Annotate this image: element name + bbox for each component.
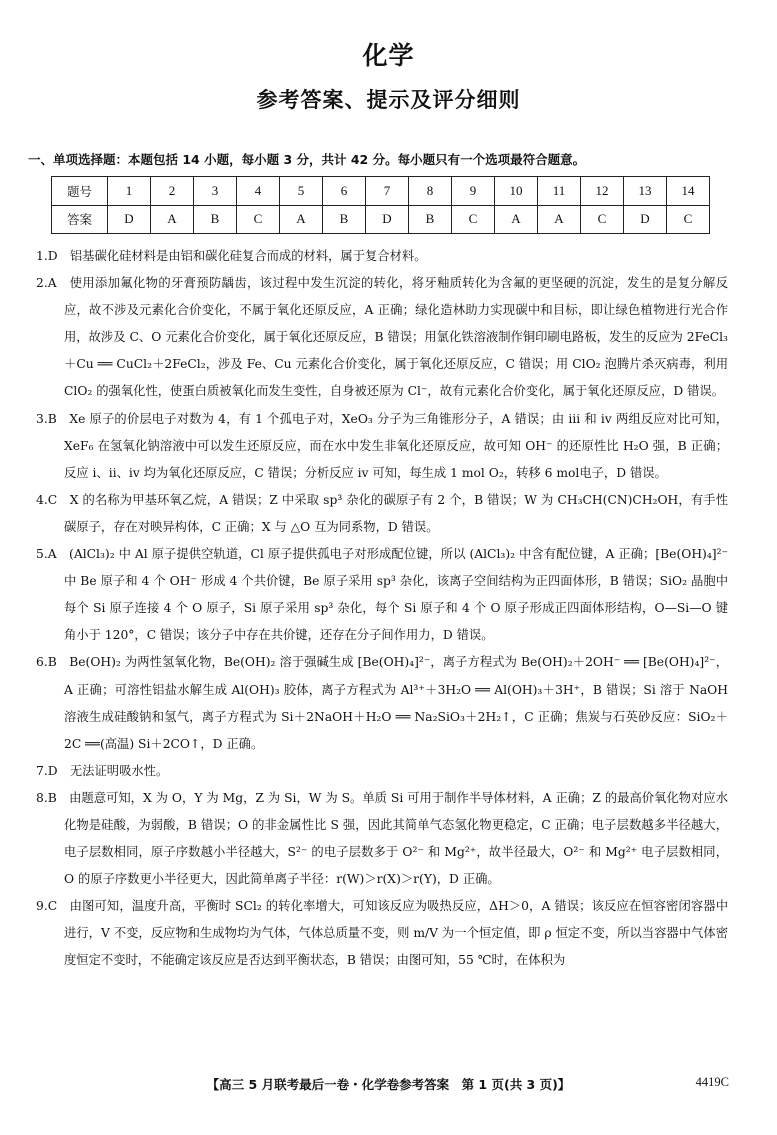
question-number-cell: 5 [280, 177, 323, 206]
question-number-cell: 1 [108, 177, 151, 206]
explanation-item: 9.C 由图可知，温度升高，平衡时 SCl₂ 的转化率增大，可知该反应为吸热反应，ΔH＞0，A 错误；该反应在恒容密闭容器中进行，V 不变，反应物和生成物均为气体，气体总质量不变，则 m/V 为一个恒定值，即 ρ 恒定不变，所以当容器中气体密度恒定不变时，不能确定该反应是否达到平衡状态，B 错误；由图可知，55 ℃时，在体积为 [36, 899, 728, 968]
question-number-cell: 8 [409, 177, 452, 206]
answer-table [51, 176, 710, 234]
row-label-answer: 答案 [52, 205, 108, 234]
answer-cell: C [667, 205, 710, 234]
answer-row [52, 205, 710, 234]
question-number-cell: 6 [323, 177, 366, 206]
answer-cell: C [452, 205, 495, 234]
question-number-cell: 4 [237, 177, 280, 206]
explanation-item: 3.B Xe 原子的价层电子对数为 4，有 1 个孤电子对，XeO₃ 分子为三角锥形分子，A 错误；由 ⅲ 和 ⅳ 两组反应对比可知，XeF₆ 在氢氧化钠溶液中可以发生还原反应，而在水中发生非氧化还原反应，故可知 OH⁻ 的还原性比 H₂O 强，B 正确；反应 ⅰ、ⅱ、ⅳ 均为氧化还原反应，C 错误；分析反应 ⅳ 可知，每生成 1 mol O₂，转移 6 mol电子，D 错误。 [36, 411, 728, 480]
section-heading: 一、单项选择题：本题包括 14 小题，每小题 3 分，共计 42 分。每小题只有一个选项最符合题意。 [28, 152, 586, 167]
explanation-item: 1.D 铝基碳化硅材料是由铝和碳化硅复合而成的材料，属于复合材料。 [36, 249, 427, 263]
answer-cell: A [495, 205, 538, 234]
explanation-item: 7.D 无法证明吸水性。 [36, 763, 169, 778]
answer-cell: D [108, 205, 151, 234]
explanation-item: 6.B Be(OH)₂ 为两性氢氧化物，Be(OH)₂ 溶于强碱生成 [Be(OH)₄]²⁻，离子方程式为 Be(OH)₂＋2OH⁻ ══ [Be(OH)₄]²⁻，A 正确；可溶性铝盐水解生成 Al(OH)₃ 胶体，离子方程式为 Al³⁺＋3H₂O ══ Al(OH)₃＋3H⁺，B 错误；Si 溶于 NaOH 溶液生成硅酸钠和氢气，离子方程式为 Si＋2NaOH＋H₂O ══ Na₂SiO₃＋2H₂↑，C 正确；焦炭与石英砂反应：SiO₂＋2C ══(高温) Si＋2CO↑，D 正确。 [36, 655, 728, 751]
question-number-cell: 3 [194, 177, 237, 206]
answer-cell: D [366, 205, 409, 234]
document-code: 4419C [695, 1075, 729, 1089]
question-number-cell: 9 [452, 177, 495, 206]
explanation-item: 2.A 使用添加氟化物的牙膏预防龋齿，该过程中发生沉淀的转化，将牙釉质转化为含氟的更坚硬的沉淀，发生的是复分解反应，故不涉及元素化合价变化，不属于氧化还原反应，A 正确；绿化造林助力实现碳中和目标，即让绿色植物进行光合作用，故涉及 C、O 元素化合价变化，属于氧化还原反应，B 错误；用氯化铁溶液制作铜印刷电路板，发生的反应为 2FeCl₃＋Cu ══ CuCl₂＋2FeCl₂，涉及 Fe、Cu 元素化合价变化，属于氧化还原反应，C 错误；用 ClO₂ 泡腾片杀灭病毒，利用 ClO₂ 的强氧化性，使蛋白质被氧化而发生变性，自身被还原为 Cl⁻，故有元素化合价变化，属于氧化还原反应，D 错误。 [36, 276, 728, 399]
explanation-item: 4.C X 的名称为甲基环氧乙烷，A 错误；Z 中采取 sp³ 杂化的碳原子有 2 个，B 错误；W 为 CH₃CH(CN)CH₂OH，有手性碳原子，存在对映异构体，C 正确；X 与 △O 互为同系物，D 错误。 [36, 492, 728, 534]
question-number-cell: 13 [624, 177, 667, 206]
question-number-cell: 12 [581, 177, 624, 206]
page-footer: 【高三 5 月联考最后一卷・化学卷参考答案 第 1 页(共 3 页)】 [206, 1077, 571, 1092]
explanation-item: 5.A (AlCl₃)₂ 中 Al 原子提供空轨道，Cl 原子提供孤电子对形成配位键，所以 (AlCl₃)₂ 中含有配位键，A 正确；[Be(OH)₄]²⁻ 中 Be 原子和 4 个 OH⁻ 形成 4 个共价键，Be 原子采用 sp³ 杂化，该离子空间结构为正四面体形，B 错误；SiO₂ 晶胞中每个 Si 原子连接 4 个 O 原子，Si 原子采用 sp³ 杂化，每个 Si 原子和 4 个 O 原子形成正四面体形结构，O—Si—O 键角小于 120°，C 错误；该分子中存在共价键，还存在分子间作用力，D 错误。 [36, 547, 728, 643]
document-title: 化学 [362, 41, 415, 70]
row-label-question: 题号 [52, 177, 108, 206]
question-number-cell: 10 [495, 177, 538, 206]
answer-cell: B [194, 205, 237, 234]
answer-cell: C [581, 205, 624, 234]
answer-cell: A [538, 205, 581, 234]
answer-cell: B [323, 205, 366, 234]
question-number-cell: 14 [667, 177, 710, 206]
answer-cell: B [409, 205, 452, 234]
answer-cell: D [624, 205, 667, 234]
question-number-row [52, 177, 710, 206]
answer-cell: A [151, 205, 194, 234]
document-subtitle: 参考答案、提示及评分细则 [256, 88, 521, 112]
explanation-item: 8.B 由题意可知，X 为 O，Y 为 Mg，Z 为 Si，W 为 S。单质 Si 可用于制作半导体材料，A 正确；Z 的最高价氧化物对应水化物是硅酸，为弱酸，B 错误；O 的非金属性比 S 强，因此其简单气态氢化物更稳定，C 正确；电子层数越多半径越大，电子层数相同，原子序数越小半径越大，S²⁻ 的电子层数多于 O²⁻ 和 Mg²⁺，故半径最大，O²⁻ 和 Mg²⁺ 电子层数相同，O 的原子序数更小半径更大，因此简单离子半径：r(W)＞r(X)＞r(Y)，D 正确。 [36, 790, 728, 887]
question-number-cell: 7 [366, 177, 409, 206]
question-number-cell: 11 [538, 177, 581, 206]
answer-cell: C [237, 205, 280, 234]
explanations-list [36, 243, 728, 975]
question-number-cell: 2 [151, 177, 194, 206]
answer-cell: A [280, 205, 323, 234]
